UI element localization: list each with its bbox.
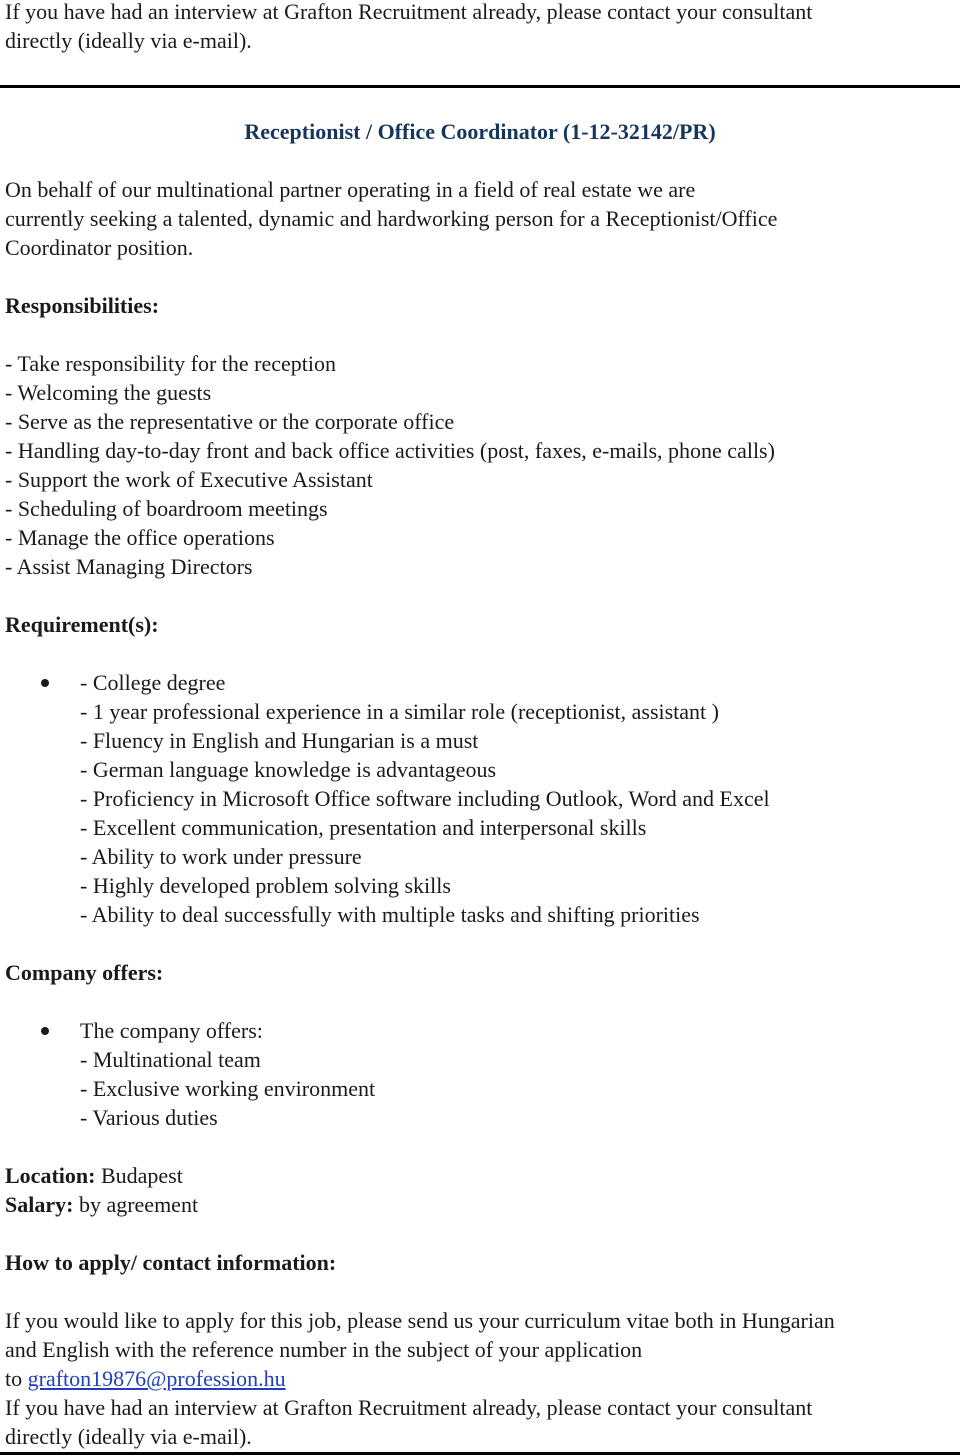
description-line-2: currently seeking a talented, dynamic and hardworking person for a Receptionist/Office [5, 206, 778, 231]
requirement-item: - Proficiency in Microsoft Office software including Outlook, Word and Excel [80, 786, 770, 811]
location-label: Location: [5, 1163, 96, 1188]
bullet-icon [41, 679, 49, 687]
top-divider [0, 85, 960, 88]
salary-value: by agreement [73, 1192, 199, 1217]
apply-to-prefix: to [5, 1366, 28, 1391]
salary-label: Salary: [5, 1192, 74, 1217]
requirement-item: - Highly developed problem solving skills [80, 873, 451, 898]
responsibility-item: - Support the work of Executive Assistant [5, 467, 373, 492]
offer-item: - Exclusive working environment [80, 1076, 376, 1101]
requirement-item: - German language knowledge is advantageous [80, 757, 497, 782]
responsibility-item: - Assist Managing Directors [5, 554, 253, 579]
bullet-icon [41, 1027, 49, 1035]
bottom-divider [0, 1452, 960, 1455]
requirement-item: - Excellent communication, presentation and interpersonal skills [80, 815, 647, 840]
requirement-item: - Ability to deal successfully with multiple tasks and shifting priorities [80, 902, 700, 927]
description-line-1: On behalf of our multinational partner operating in a field of real estate we are [5, 177, 696, 202]
offer-item: - Various duties [80, 1105, 218, 1130]
offer-item: - Multinational team [80, 1047, 261, 1072]
email-link[interactable]: grafton19876@profession.hu [27, 1366, 286, 1391]
apply-heading: How to apply/ contact information: [5, 1250, 337, 1275]
offers-heading: Company offers: [5, 960, 164, 985]
intro-line-1: If you have had an interview at Grafton Recruitment already, please contact your consultant [5, 0, 813, 24]
requirement-item: - 1 year professional experience in a similar role (receptionist, assistant ) [80, 699, 719, 724]
responsibilities-heading: Responsibilities: [5, 293, 160, 318]
requirements-heading: Requirement(s): [5, 612, 159, 637]
intro-line-2: directly (ideally via e-mail). [5, 28, 252, 53]
responsibility-item: - Manage the office operations [5, 525, 275, 550]
salary-line [5, 1190, 198, 1219]
location-value: Budapest [95, 1163, 183, 1188]
description-line-3: Coordinator position. [5, 235, 194, 260]
requirement-item: - Fluency in English and Hungarian is a must [80, 728, 479, 753]
requirement-item: - Ability to work under pressure [80, 844, 362, 869]
apply-line-1: If you would like to apply for this job, please send us your curriculum vitae both in Hungarian [5, 1308, 835, 1333]
apply-line-2: and English with the reference number in the subject of your application [5, 1337, 643, 1362]
outro-line-1: If you have had an interview at Grafton Recruitment already, please contact your consultant [5, 1395, 813, 1420]
responsibility-item: - Serve as the representative or the corporate office [5, 409, 455, 434]
location-line [5, 1161, 183, 1190]
responsibility-item: - Handling day-to-day front and back office activities (post, faxes, e-mails, phone calls) [5, 438, 775, 463]
responsibility-item: - Take responsibility for the reception [5, 351, 337, 376]
outro-line-2: directly (ideally via e-mail). [5, 1424, 252, 1449]
job-title: Receptionist / Office Coordinator (1-12-32142/PR) [244, 119, 716, 144]
apply-email-line [5, 1364, 286, 1393]
responsibility-item: - Welcoming the guests [5, 380, 212, 405]
offer-item: The company offers: [80, 1018, 263, 1043]
responsibility-item: - Scheduling of boardroom meetings [5, 496, 328, 521]
requirement-item: - College degree [80, 670, 226, 695]
